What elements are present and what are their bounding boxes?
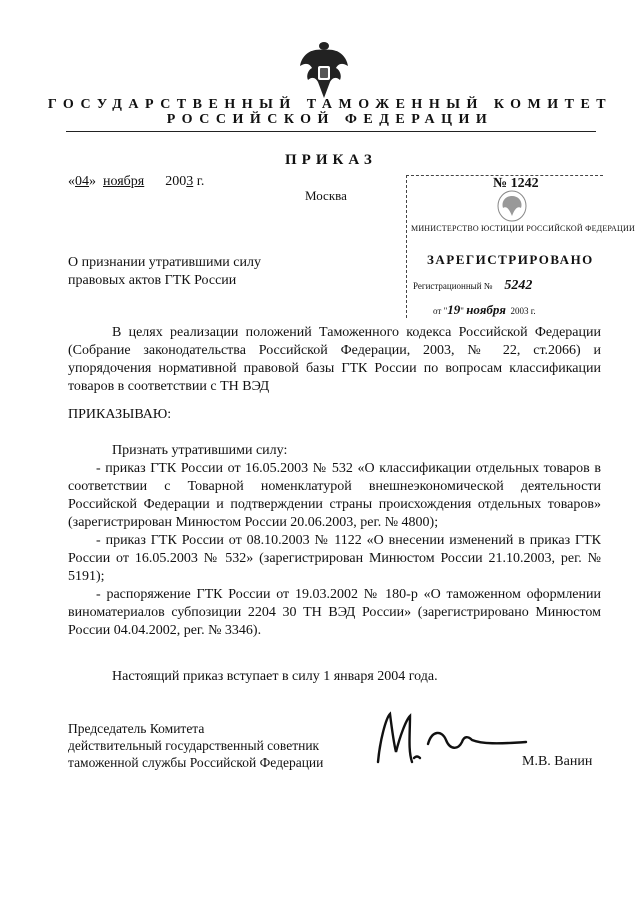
- stamp-date-year: 2003 г.: [510, 306, 536, 316]
- date-open-quote: «: [68, 174, 75, 189]
- handwritten-signature: [350, 700, 530, 780]
- document-title: ПРИКАЗ: [285, 152, 377, 168]
- order-item-1: - приказ ГТК России от 16.05.2003 № 532 «О классификации отдельных товаров в соответствии с Товарной номенклатурой внешнеэкономической деятельности Российской Федерации и подтверждении страны происхождения отдельных товаров» (зарегистрирован Минюстом России 20.06.2003, рег. № 4800);: [68, 461, 601, 530]
- document-subject: [68, 254, 368, 290]
- organization-name-line1: ГОСУДАРСТВЕННЫЙ ТАМОЖЕННЫЙ КОМИТЕТ: [47, 97, 613, 112]
- organization-name-line2: РОССИЙСКОЙ ФЕДЕРАЦИИ: [166, 112, 494, 127]
- stamp-reg-value: 5242: [504, 278, 533, 293]
- double-headed-eagle-icon: [298, 40, 350, 100]
- signatory-title: [68, 720, 368, 771]
- stamp-date-sep: ": [460, 306, 464, 316]
- header-divider: [66, 131, 596, 132]
- stamp-seal-icon: [481, 188, 543, 224]
- stamp-ministry: МИНИСТЕРСТВО ЮСТИЦИИ РОССИЙСКОЙ ФЕДЕРАЦИИ: [411, 224, 635, 233]
- stamp-number: № 1242: [493, 176, 539, 191]
- date-month: ноября: [103, 174, 145, 189]
- signatory-line1: Председатель Комитета: [68, 721, 205, 736]
- registration-stamp: [406, 175, 635, 318]
- order-items: [68, 442, 601, 640]
- date-year-prefix: 200: [165, 174, 187, 189]
- order-lead: Признать утратившими силу:: [112, 443, 288, 458]
- date-day: 04: [75, 174, 89, 189]
- effective-date-paragraph: Настоящий приказ вступает в силу 1 января 2004 года.: [112, 669, 438, 684]
- date-suffix: г.: [196, 174, 205, 189]
- stamp-registration-number: [413, 278, 532, 294]
- order-word: ПРИКАЗЫВАЮ:: [68, 407, 172, 422]
- stamp-date-month: ноября: [466, 302, 506, 317]
- stamp-date-from: от ": [433, 306, 448, 316]
- subject-line2: правовых актов ГТК России: [68, 273, 237, 288]
- date-close-quote: »: [89, 174, 96, 189]
- date-year-digit: 3: [186, 174, 194, 189]
- stamp-date-day: 19: [447, 302, 461, 317]
- signatory-line2: действительный государственный советник: [68, 738, 320, 753]
- preamble-paragraph: В целях реализации положений Таможенного кодекса Российской Федерации (Собрание законодательства Российской Федерации, 2003, № 22, ст.2066) и упорядочения нормативной правовой базы ГТК России по вопросам классификации товаров в соответствии с ТН ВЭД: [68, 325, 601, 394]
- document-city: Москва: [305, 188, 347, 203]
- document-date: [68, 174, 204, 190]
- signatory-name: М.В. Ванин: [522, 754, 593, 769]
- signatory-line3: таможенной службы Российской Федерации: [68, 755, 324, 770]
- stamp-registration-date: [433, 302, 536, 318]
- stamp-reg-label: Регистрационный №: [413, 281, 493, 291]
- stamp-registered: ЗАРЕГИСТРИРОВАНО: [427, 252, 594, 267]
- order-item-2: - приказ ГТК России от 08.10.2003 № 1122 «О внесении изменений в приказ ГТК России от 16.05.2003 № 532» (зарегистрирован Минюстом России 21.10.2003, рег. № 5191);: [68, 533, 601, 584]
- order-item-3: - распоряжение ГТК России от 19.03.2002 № 180-р «О таможенном оформлении виноматериалов субпозиции 2204 30 ТН ВЭД России» (зарегистрировано Минюстом России 04.04.2002, рег. № 3346).: [68, 587, 601, 638]
- subject-line1: О признании утратившими силу: [68, 255, 261, 270]
